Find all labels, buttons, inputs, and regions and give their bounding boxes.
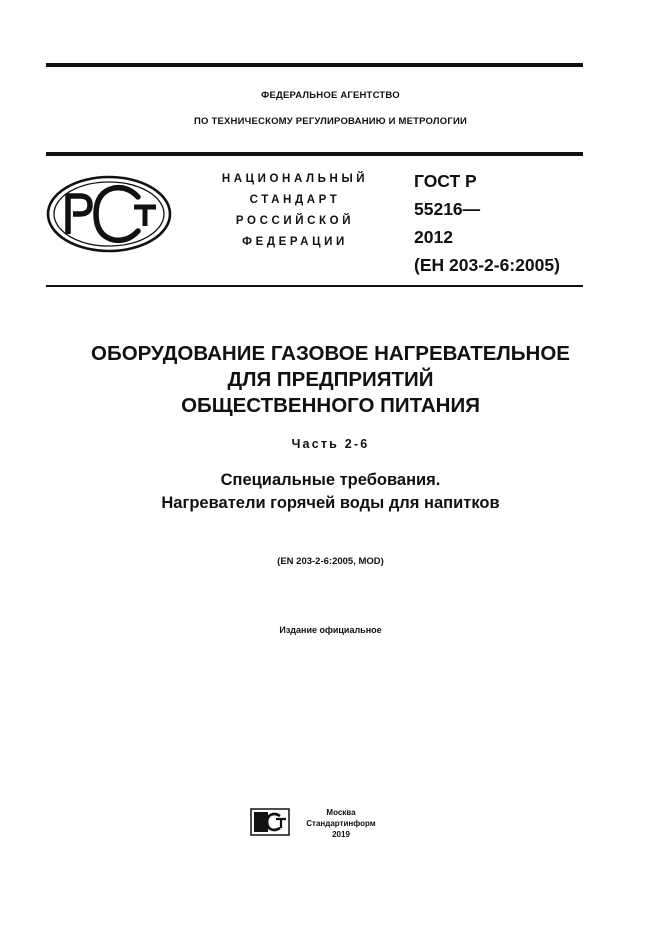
publisher-city: Москва — [326, 808, 356, 817]
rst-logo-icon — [44, 174, 174, 254]
title-line-1: ОБОРУДОВАНИЕ ГАЗОВОЕ НАГРЕВАТЕЛЬНОЕ — [91, 342, 570, 365]
part-number: Часть 2-6 — [291, 437, 370, 451]
designation-line-3: 2012 — [414, 227, 453, 247]
subtitle-line-2: Нагреватели горячей воды для напитков — [161, 494, 500, 512]
subtitle-line-1: Специальные требования. — [220, 471, 441, 489]
designation-line-1: ГОСТ Р — [414, 171, 477, 191]
agency-line-1: ФЕДЕРАЛЬНОЕ АГЕНТСТВО — [261, 90, 400, 101]
standartinform-logo-icon — [250, 808, 290, 836]
national-standard-line-2: СТАНДАРТ — [249, 194, 341, 206]
national-standard-line-4: ФЕДЕРАЦИИ — [242, 236, 348, 248]
designation-line-4: (ЕН 203-2-6:2005) — [414, 255, 560, 275]
edition-note: Издание официальное — [279, 625, 382, 635]
title-line-2: ДЛЯ ПРЕДПРИЯТИЙ — [227, 368, 434, 391]
national-standard-line-3: РОССИЙСКОЙ — [235, 215, 355, 227]
title-line-3: ОБЩЕСТВЕННОГО ПИТАНИЯ — [181, 394, 480, 417]
document-title — [0, 341, 661, 419]
reference-standard: (EN 203-2-6:2005, MOD) — [277, 556, 384, 567]
publisher-info — [298, 807, 384, 840]
publisher-name: Стандартинформ — [306, 819, 376, 828]
masthead-bottom-rule — [46, 285, 583, 287]
top-rule — [46, 63, 583, 67]
agency-line-2: ПО ТЕХНИЧЕСКОМУ РЕГУЛИРОВАНИЮ И МЕТРОЛОГИИ — [194, 116, 467, 127]
publication-year: 2019 — [332, 830, 350, 839]
designation-line-2: 55216— — [414, 199, 481, 219]
document-subtitle — [0, 469, 661, 515]
header-rule — [46, 152, 583, 156]
standard-designation — [414, 167, 560, 279]
national-standard-line-1: НАЦИОНАЛЬНЫЙ — [221, 173, 369, 185]
national-standard-label — [200, 169, 390, 253]
